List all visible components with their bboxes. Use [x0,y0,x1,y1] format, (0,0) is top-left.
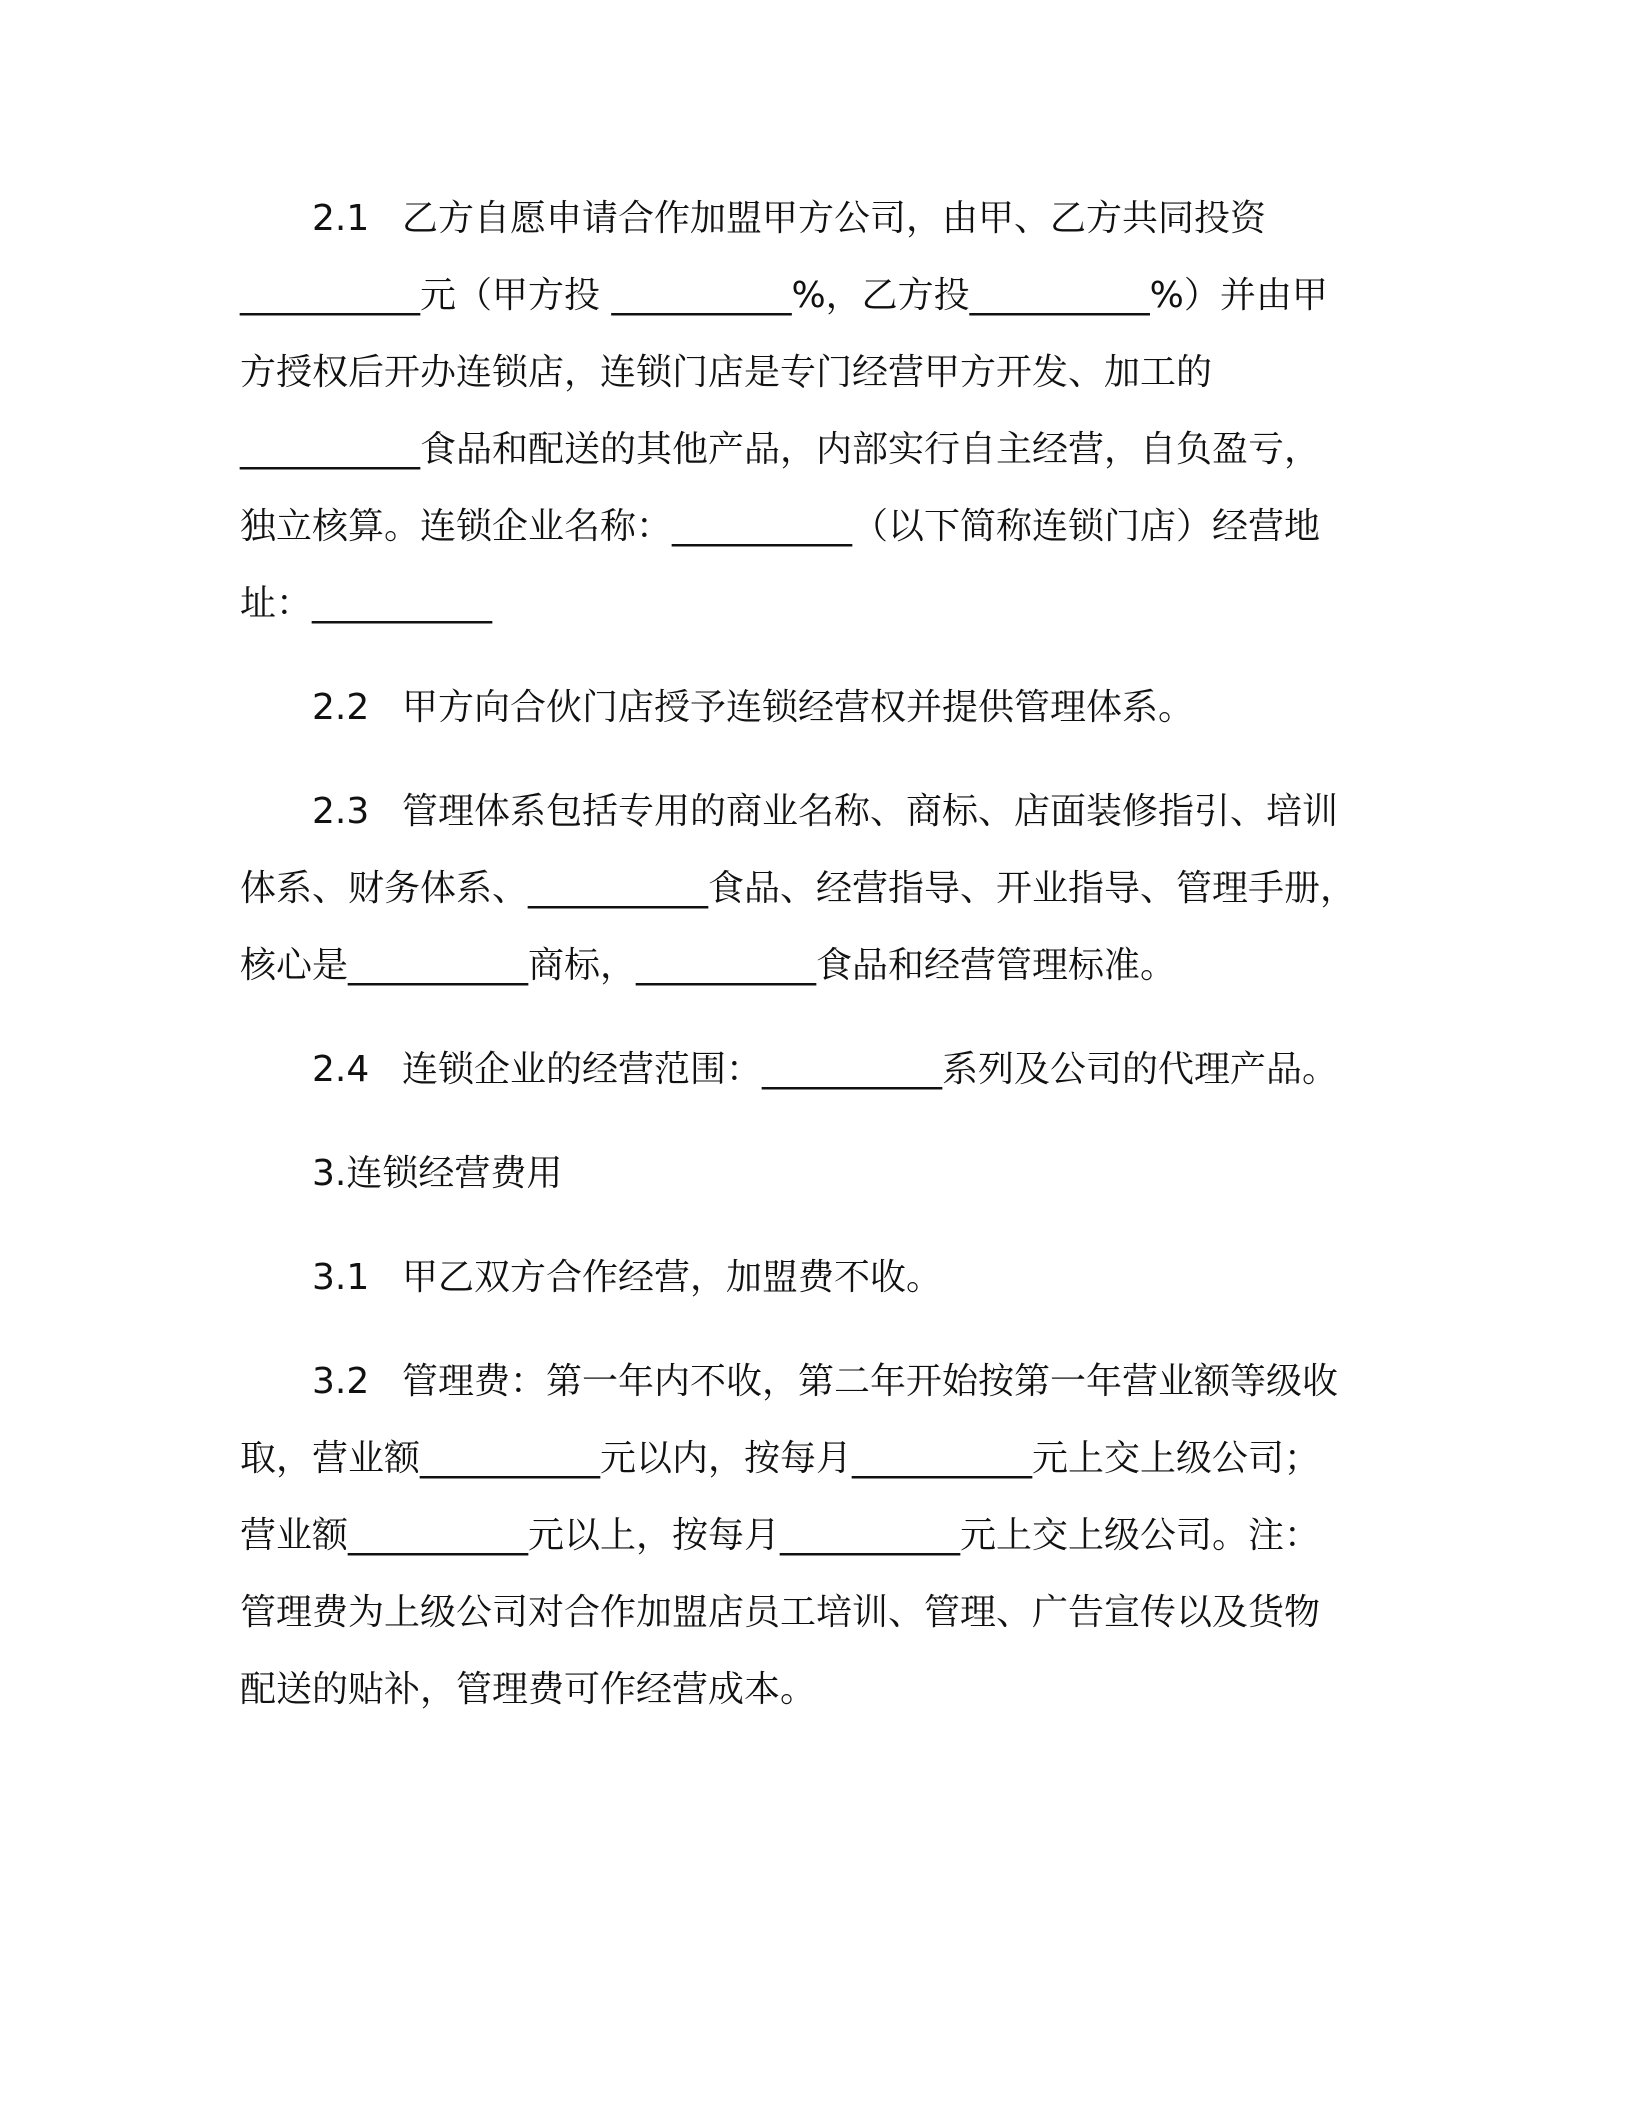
paragraph-line [240,1497,1380,1574]
paragraph-line [240,669,1380,746]
paragraph-line [240,180,1380,257]
paragraph [240,1031,1380,1108]
line-text: 乙方自愿申请合作加盟甲方公司，由甲、乙方共同投资 [402,198,1267,239]
paragraph-line [240,850,1380,927]
paragraph [240,773,1380,1004]
paragraph [240,1239,1380,1316]
paragraph-line [240,1239,1380,1316]
paragraph-line [240,1135,1380,1212]
paragraph-line [240,257,1380,334]
paragraph-line [240,927,1380,1004]
clause-number: 2.1 [312,198,370,239]
line-text: __________元（甲方投 __________%，乙方投__________%）并由甲 [240,275,1328,316]
paragraph [240,669,1380,746]
line-text: 营业额__________元以上，按每月__________元上交上级公司。注： [240,1515,1321,1556]
paragraph-line [240,411,1380,488]
paragraph-line [240,334,1380,411]
paragraph-line [240,773,1380,850]
line-text: 独立核算。连锁企业名称：__________（以下简称连锁门店）经营地 [240,506,1321,547]
line-text: 3.连锁经营费用 [312,1153,563,1194]
line-text: 配送的贴补，管理费可作经营成本。 [240,1669,817,1710]
paragraph-line [240,488,1380,565]
clause-number: 2.4 [312,1049,370,1090]
line-text: 管理费为上级公司对合作加盟店员工培训、管理、广告宣传以及货物 [240,1592,1321,1633]
line-text: 管理费：第一年内不收，第二年开始按第一年营业额等级收 [402,1361,1339,1402]
paragraph [240,1343,1380,1728]
line-text: 址：__________ [240,583,493,624]
line-text: 核心是__________商标，__________食品和经营管理标准。 [240,945,1177,986]
line-text: 甲乙双方合作经营，加盟费不收。 [402,1257,943,1298]
clause-number: 3.2 [312,1361,370,1402]
line-text: 取，营业额__________元以内，按每月__________元上交上级公司； [240,1438,1321,1479]
line-text: __________食品和配送的其他产品，内部实行自主经营，自负盈亏， [240,429,1321,470]
line-text: 管理体系包括专用的商业名称、商标、店面装修指引、培训 [402,791,1339,832]
paragraph-line [240,1420,1380,1497]
line-text: 甲方向合伙门店授予连锁经营权并提供管理体系。 [402,687,1195,728]
document-body [240,180,1380,1755]
paragraph-line [240,1574,1380,1651]
line-text: 体系、财务体系、__________食品、经营指导、开业指导、管理手册， [240,868,1357,909]
clause-number: 2.2 [312,687,370,728]
paragraph-line [240,565,1380,642]
paragraph-line [240,1651,1380,1728]
line-text: 方授权后开办连锁店，连锁门店是专门经营甲方开发、加工的 [240,352,1213,393]
paragraph-line [240,1343,1380,1420]
clause-number: 3.1 [312,1257,370,1298]
line-text: 连锁企业的经营范围：__________系列及公司的代理产品。 [402,1049,1339,1090]
paragraph [240,1135,1380,1212]
paragraph-line [240,1031,1380,1108]
clause-number: 2.3 [312,791,370,832]
paragraph [240,180,1380,642]
